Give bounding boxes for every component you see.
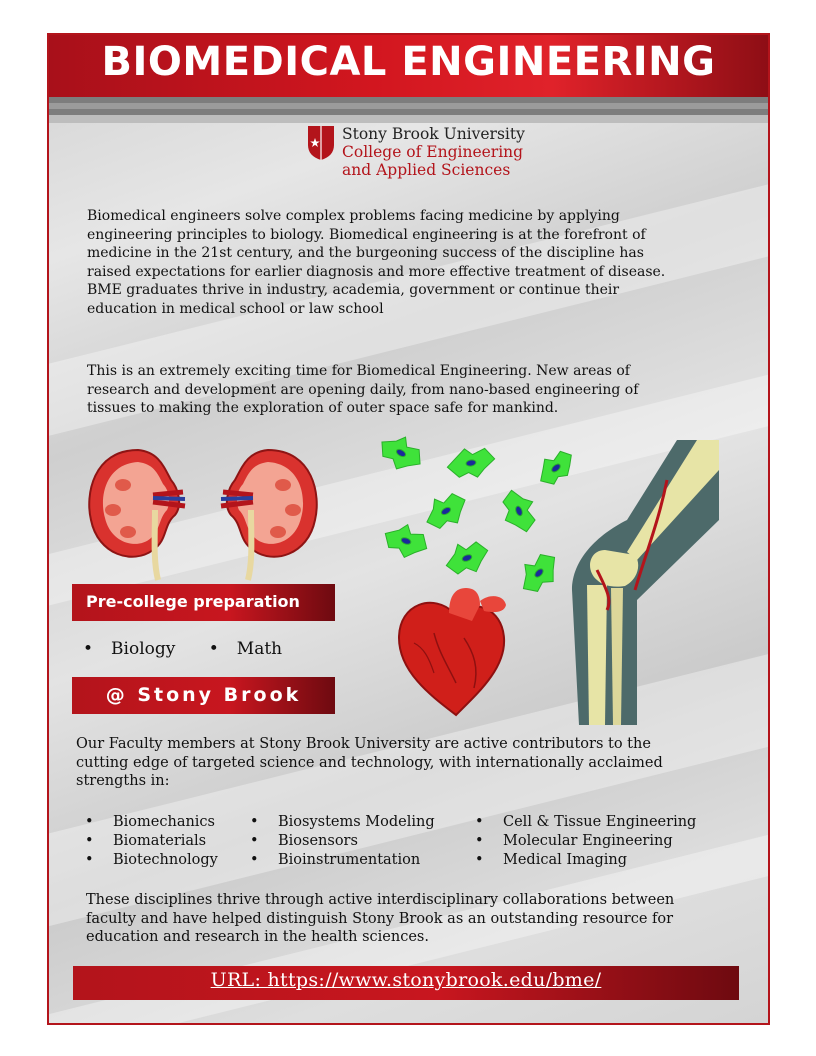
list-item-label: Biosystems Modeling [278, 814, 435, 830]
stony-brook-heading-bar [72, 677, 335, 714]
list-item: • Molecular Engineering [475, 833, 673, 849]
list-item-label: Bioinstrumentation [278, 852, 421, 868]
precollege-heading: Pre-college preparation [86, 592, 300, 611]
flyer-frame [47, 33, 770, 1025]
list-item-label: Cell & Tissue Engineering [503, 814, 697, 830]
bullet: • [208, 639, 219, 659]
list-item-label: Biomechanics [113, 814, 215, 830]
text-line: tissues to making the exploration of outer space safe for mankind. [87, 400, 559, 417]
list-item: Biology [111, 639, 176, 659]
exciting-paragraph [87, 362, 638, 418]
url-link[interactable]: URL: https://www.stonybrook.edu/bme/ [210, 969, 602, 991]
list-item-label: Biosensors [278, 833, 358, 849]
text-line: This is an extremely exciting time for Biomedical Engineering. New areas of [87, 363, 630, 379]
banner-stripe [49, 103, 768, 109]
text-line: Biomedical engineers solve complex problems facing medicine by applying [87, 208, 620, 224]
text-line: medicine in the 21st century, and the burgeoning success of the discipline has [87, 245, 644, 262]
text-line: education in medical school or law school [87, 300, 384, 317]
knee-joint-illustration [567, 440, 725, 725]
closing-paragraph [86, 891, 674, 947]
title-banner [49, 35, 768, 97]
strengths-column-3 [475, 813, 696, 870]
list-item: • Medical Imaging [475, 852, 628, 868]
precollege-heading-bar [72, 584, 335, 621]
heart-illustration [394, 583, 514, 718]
text-line: engineering principles to biology. Biomedical engineering is at the forefront of [87, 226, 646, 243]
url-footer-bar [73, 966, 739, 1000]
list-item: • Biosensors [250, 833, 358, 849]
banner-stripe [49, 115, 768, 123]
text-line: These disciplines thrive through active interdisciplinary collaborations between [86, 892, 675, 908]
kidneys-illustration [83, 440, 323, 585]
page-title: BIOMEDICAL ENGINEERING [101, 39, 716, 85]
list-item: • Biomechanics [85, 814, 215, 830]
list-item: • Biotechnology [85, 852, 218, 868]
bullet: • [83, 639, 94, 659]
text-line: research and development are opening daily, from nano-based engineering of [87, 381, 639, 398]
list-item-label: Biotechnology [113, 852, 218, 868]
stony-brook-heading: @ Stony Brook [105, 684, 302, 706]
list-item-label: Biomaterials [113, 833, 207, 849]
logo-college-line2: and Applied Sciences [342, 161, 511, 179]
text-line: raised expectations for earlier diagnosis and more effective treatment of disease. [87, 263, 666, 280]
text-line: cutting edge of targeted science and technology, with internationally acclaimed [76, 754, 663, 771]
list-item: Math [236, 639, 283, 659]
list-item: • Bioinstrumentation [250, 852, 421, 868]
strengths-column-2 [250, 813, 435, 870]
text-line: Our Faculty members at Stony Brook University are active contributors to the [76, 736, 651, 752]
text-line: education and research in the health sciences. [86, 929, 429, 946]
list-item: • Biomaterials [85, 833, 207, 849]
list-item-label: Molecular Engineering [503, 833, 673, 849]
logo-university-name: Stony Brook University [342, 125, 525, 143]
text-line: faculty and have helped distinguish Stony Brook as an outstanding resource for [86, 910, 674, 927]
faculty-paragraph [76, 735, 663, 791]
list-item: • Biosystems Modeling [250, 814, 435, 830]
strengths-column-1 [85, 813, 218, 870]
text-line: BME graduates thrive in industry, academia, government or continue their [87, 282, 620, 299]
list-item: • Cell & Tissue Engineering [475, 814, 697, 830]
university-logo [307, 125, 525, 179]
precollege-list [83, 639, 282, 659]
intro-paragraph [87, 207, 665, 319]
text-line: strengths in: [76, 773, 170, 790]
logo-college-line1: College of Engineering [342, 143, 524, 161]
stony-brook-shield-icon [307, 125, 335, 161]
list-item-label: Medical Imaging [503, 852, 628, 868]
